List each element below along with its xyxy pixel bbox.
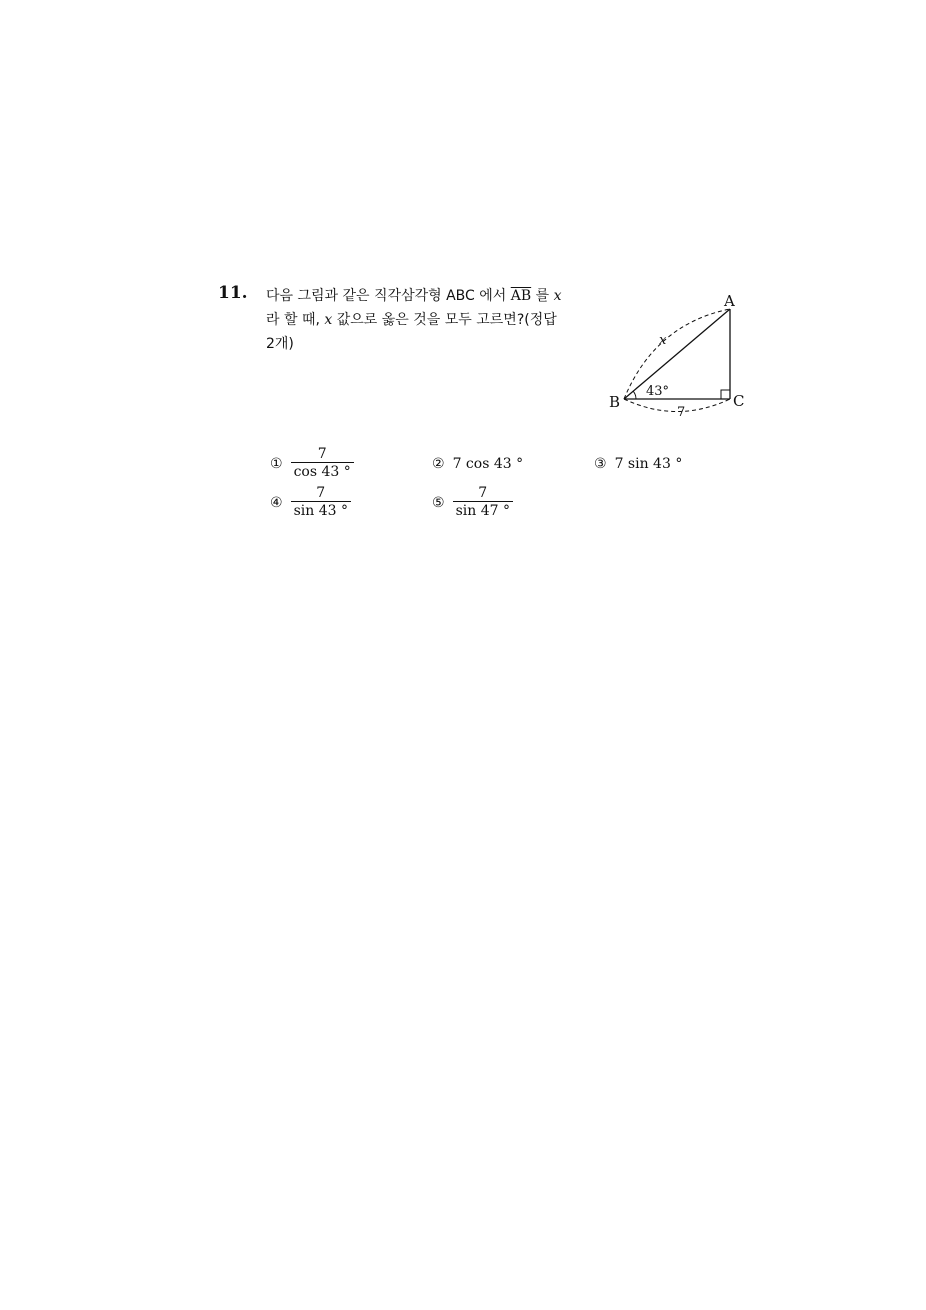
segment-ab: $\overline{AB}$ [510, 288, 532, 304]
right-angle-mark [721, 390, 730, 399]
choice-4-numerator: 7 [316, 485, 326, 501]
question-line-3: 2개) [266, 336, 294, 352]
choice-4-denominator: sin 43 ° [293, 503, 348, 519]
choice-5-fraction [453, 485, 513, 520]
choice-5-numerator: 7 [478, 485, 488, 501]
question-line-2 [266, 308, 596, 332]
triangle-figure [600, 288, 760, 423]
choice-5[interactable] [432, 485, 513, 520]
choice-1-number: ① [270, 455, 283, 472]
choice-1[interactable] [270, 446, 354, 481]
choice-5-number: ⑤ [432, 494, 445, 511]
choice-4[interactable] [270, 485, 351, 520]
vertex-b-label: B [609, 393, 621, 411]
choice-3[interactable] [594, 456, 682, 472]
choice-4-fraction [291, 485, 351, 520]
vertex-a-label: A [724, 292, 735, 310]
choice-1-denominator: cos 43 ° [293, 464, 351, 480]
side-bc-label: 7 [677, 405, 686, 420]
side-ab [624, 309, 730, 399]
variable-x: x [553, 288, 562, 304]
choice-2[interactable] [432, 456, 523, 472]
angle-label: 43° [646, 384, 670, 399]
question-number: 11. [218, 283, 248, 303]
choice-3-number: ③ [594, 456, 607, 472]
question-line-1 [266, 284, 596, 308]
angle-arc-b [633, 391, 636, 399]
side-ab-label: x [659, 333, 667, 348]
choice-2-number: ② [432, 456, 445, 472]
question-line-1-mid: 를 [531, 288, 554, 304]
question-line-2-pre: 라 할 때, [266, 312, 325, 328]
choice-3-text: 7 sin 43 ° [614, 456, 683, 472]
variable-x-2: x [324, 312, 333, 328]
question-text [266, 284, 596, 356]
question-line-2-post: 값으로 옳은 것을 모두 고르면?(정답 [332, 312, 557, 328]
choice-1-numerator: 7 [317, 446, 327, 462]
choice-4-number: ④ [270, 494, 283, 511]
choice-1-fraction [291, 446, 354, 481]
choice-2-text: 7 cos 43 ° [452, 456, 524, 472]
choice-5-denominator: sin 47 ° [455, 503, 510, 519]
question-line-1-pre: 다음 그림과 같은 직각삼각형 ABC 에서 [266, 288, 511, 304]
vertex-c-label: C [733, 392, 745, 410]
